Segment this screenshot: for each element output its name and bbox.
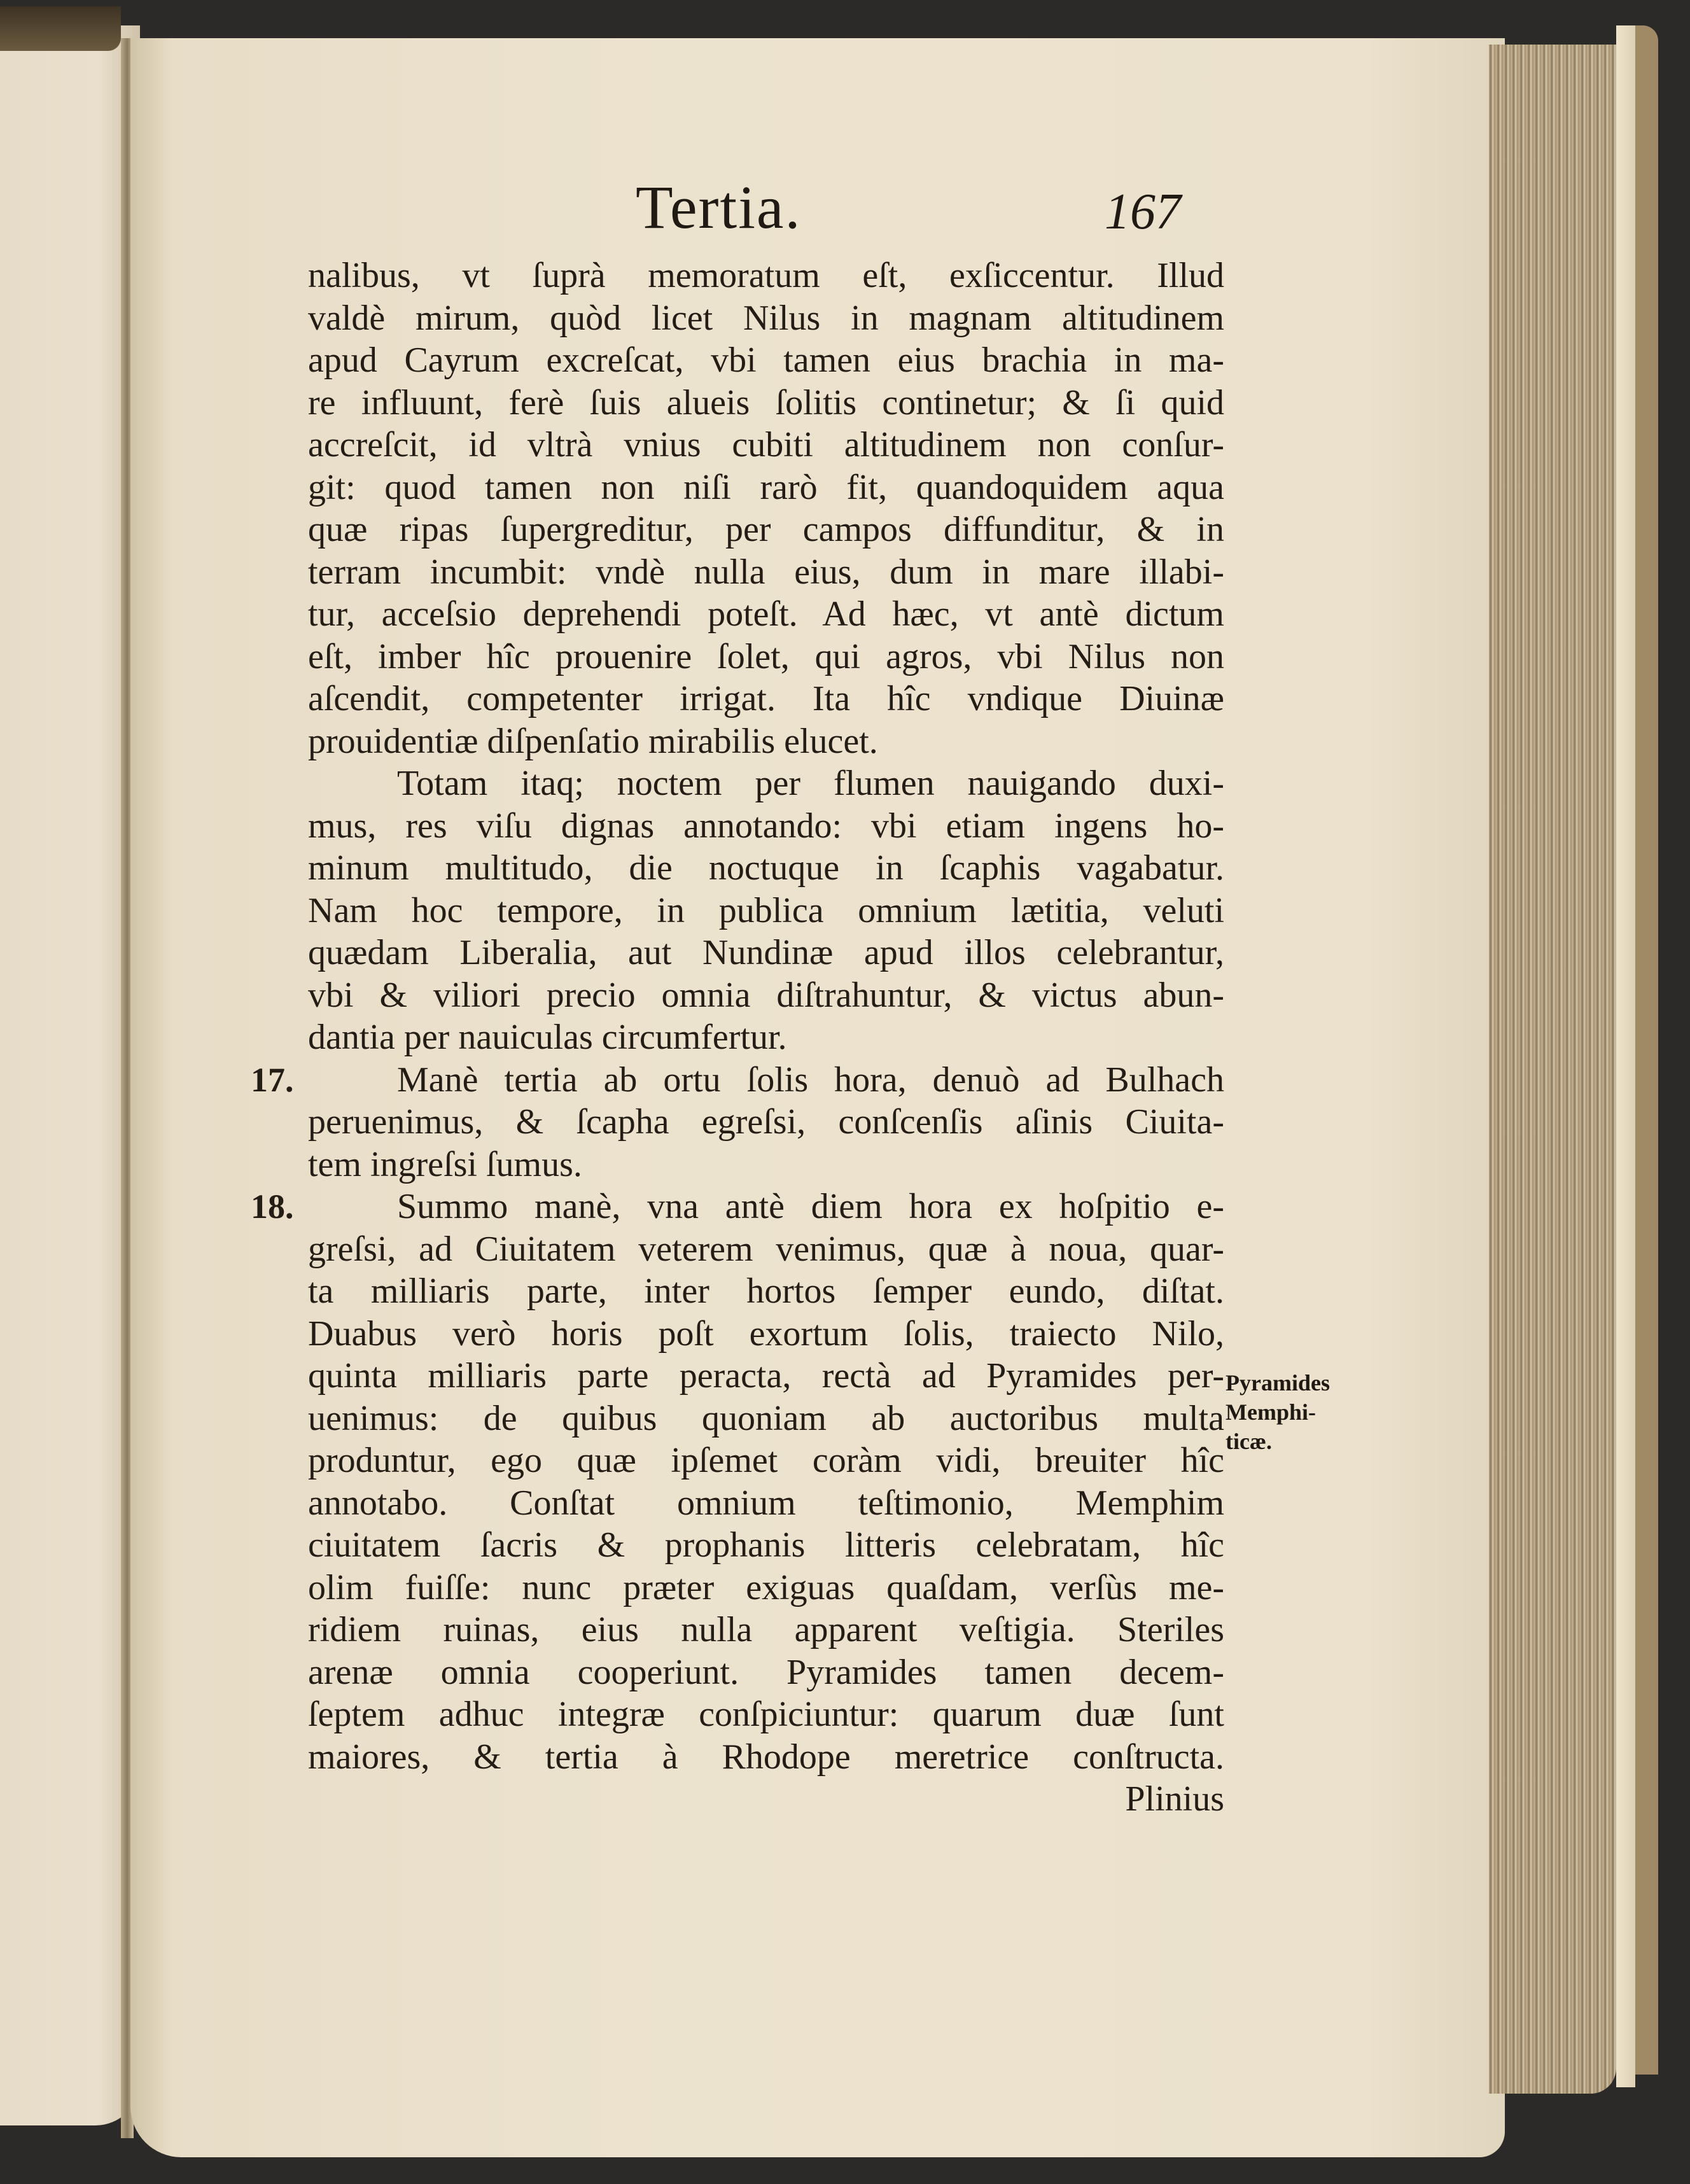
- text-line: peruenimus, & ſcapha egreſsi, conſcenſis aſinis Ciuita-: [308, 1102, 1224, 1142]
- entry-17-start-line: [251, 1059, 1224, 1102]
- text-line: ta milliaris parte, inter hortos ſemper eundo, diſtat.: [308, 1271, 1224, 1311]
- text-line: Nam hoc tempore, in publica omnium lætitia, veluti: [308, 890, 1224, 930]
- running-title: Tertia.: [636, 173, 802, 241]
- entry-number-17: 17.: [251, 1060, 294, 1099]
- text-line: ſeptem adhuc integræ conſpiciuntur: quarum duæ ſunt: [308, 1695, 1224, 1734]
- page-text-block: [251, 172, 1224, 1821]
- text-line: prouidentiæ diſpenſatio mirabilis elucet.: [308, 721, 878, 761]
- text-line: dantia per nauiculas circumfertur.: [308, 1018, 787, 1057]
- left-page-fore-edge: [0, 6, 121, 51]
- text-line: eſt, imber hîc prouenire ſolet, qui agros, vbi Nilus non: [308, 636, 1224, 676]
- text-line: nalibus, vt ſuprà memoratum eſt, exſiccentur. Illud: [308, 256, 1224, 295]
- text-line: quinta milliaris parte peracta, rectà ad Pyramides per-: [308, 1356, 1224, 1396]
- text-line: aſcendit, competenter irrigat. Ita hîc vndique Diuinæ: [308, 679, 1224, 718]
- text-line: maiores, & tertia à Rhodope meretrice conſtructa.: [308, 1737, 1224, 1777]
- catchword: Plinius: [1125, 1779, 1224, 1819]
- text-line: ridiem ruinas, eius nulla apparent veſtigia. Steriles: [308, 1610, 1224, 1649]
- text-line: terram incumbit: vndè nulla eius, dum in mare illabi-: [308, 552, 1224, 592]
- text-line-content: Summo manè, vna antè diem hora ex hoſpitio e-: [397, 1187, 1224, 1226]
- text-line: produntur, ego quæ ipſemet coràm vidi, breuiter hîc: [308, 1441, 1224, 1480]
- text-line: minum multitudo, die noctuque in ſcaphis vagabatur.: [308, 848, 1224, 888]
- text-line: olim fuiſſe: nunc præter exiguas quaſdam, verſùs me-: [308, 1567, 1224, 1607]
- entry-18-start-line: [251, 1186, 1224, 1228]
- text-line: valdè mirum, quòd licet Nilus in magnam altitudinem: [308, 298, 1224, 338]
- text-line: ciuitatem ſacris & prophanis litteris celebratam, hîc: [308, 1525, 1224, 1565]
- text-line: quædam Liberalia, aut Nundinæ apud illos celebrantur,: [308, 933, 1224, 972]
- marginal-note-line: Pyramides: [1226, 1370, 1330, 1396]
- text-line: quæ ripas ſupergreditur, per campos diffunditur, & in: [308, 510, 1224, 549]
- text-line: tem ingreſsi ſumus.: [308, 1144, 582, 1184]
- left-page-edge: [0, 25, 140, 2125]
- running-head: [308, 172, 1224, 255]
- text-line: vbi & viliori precio omnia diſtrahuntur, & victus abun-: [308, 975, 1224, 1015]
- book-cover-board: [1635, 25, 1658, 2075]
- marginal-note: [1226, 1368, 1330, 1456]
- text-line: greſsi, ad Ciuitatem veterem venimus, quæ à noua, quar-: [308, 1229, 1224, 1269]
- text-line: Duabus verò horis poſt exortum ſolis, traiecto Nilo,: [308, 1313, 1224, 1354]
- text-line: arenæ omnia cooperiunt. Pyramides tamen decem-: [308, 1652, 1224, 1692]
- text-line: annotabo. Conſtat omnium teſtimonio, Memphim: [308, 1483, 1224, 1523]
- page-stack-edge: [1489, 45, 1616, 2094]
- page-number: 167: [1105, 184, 1181, 240]
- text-line: re influunt, ferè ſuis alueis ſolitis continetur; & ſi quid: [308, 382, 1224, 423]
- marginal-note-line: ticæ.: [1226, 1429, 1272, 1454]
- entry-number-18: 18.: [251, 1187, 294, 1226]
- endpaper-edge: [1616, 25, 1635, 2087]
- text-line: git: quod tamen non niſi rarò fit, quandoquidem aqua: [308, 467, 1224, 507]
- text-line: mus, res viſu dignas annotando: vbi etiam ingens ho-: [308, 806, 1224, 846]
- text-line: uenimus: de quibus quoniam ab auctoribus multa: [308, 1398, 1224, 1438]
- text-line: accreſcit, id vltrà vnius cubiti altitudinem non conſur-: [308, 425, 1224, 465]
- marginal-note-line: Memphi-: [1226, 1399, 1316, 1425]
- text-line: tur, acceſsio deprehendi poteſt. Ad hæc, vt antè dictum: [308, 594, 1224, 634]
- text-line: apud Cayrum excreſcat, vbi tamen eius brachia in ma-: [308, 340, 1224, 380]
- text-line-content: Manè tertia ab ortu ſolis hora, denuò ad Bulhach: [397, 1060, 1224, 1100]
- paragraph-start-line: Totam itaq; noctem per flumen nauigando duxi-: [397, 764, 1224, 803]
